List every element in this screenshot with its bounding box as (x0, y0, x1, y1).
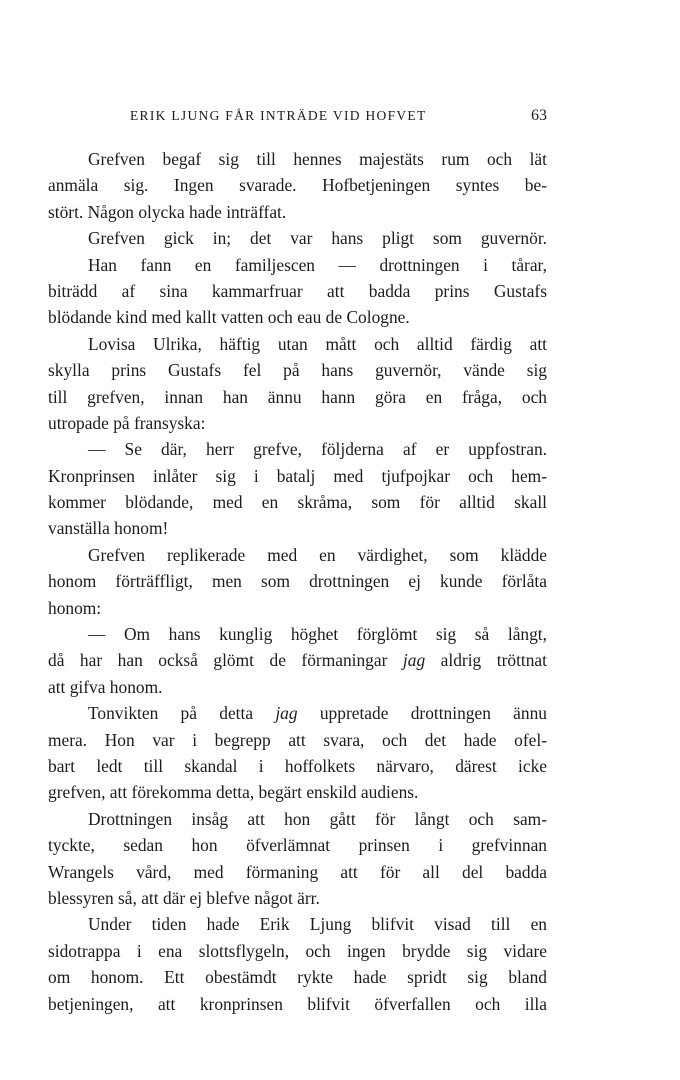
text-segment: Han fann en familjescen — drottningen i tårar, (88, 254, 547, 275)
text-segment: Grefven begaf sig till hennes majestäts rum och lät (88, 149, 547, 169)
text-line (48, 568, 547, 594)
text-segment: anmäla sig. Ingen svarade. Hofbetjeningen syntes be- (48, 175, 547, 196)
text-line (48, 991, 547, 1017)
text-line (48, 885, 547, 911)
text-segment: bart ledt till skandal i hoffolkets närvaro, därest icke (48, 755, 547, 776)
text-segment: att gifva honom. (48, 676, 163, 697)
text-segment: skylla prins Gustafs fel på hans guvernör, vände sig (48, 360, 547, 381)
text-line (48, 199, 547, 225)
text-segment: utropade på fransyska: (48, 412, 206, 433)
text-line (48, 964, 547, 990)
text-segment: Lovisa Ulrika, häftig utan mått och alltid färdig att (88, 333, 547, 354)
text-line (48, 463, 547, 489)
text-segment: Wrangels vård, med förmaning att för all del badda (48, 861, 547, 882)
text-segment: vanställa honom! (48, 518, 169, 539)
text-line (48, 384, 547, 410)
text-segment: Under tiden hade Erik Ljung blifvit visad till en (88, 914, 547, 935)
page-number: 63 (531, 107, 547, 124)
text-segment: blessyren så, att där ej blefve något ärr. (48, 887, 320, 908)
text-line (48, 938, 547, 964)
text-line (48, 252, 547, 278)
text-segment: Drottningen insåg att hon gått för långt och sam- (88, 808, 547, 829)
text-segment: grefven, att förekomma detta, begärt enskild audiens. (48, 782, 419, 803)
text-segment: — Se där, herr grefve, följderna af er uppfostran. (88, 439, 547, 460)
text-segment: Grefven gick in; det var hans pligt som guvernör. (88, 228, 547, 249)
text-segment: till grefven, innan han ännu hann göra en fråga, och (48, 386, 547, 407)
text-line (48, 146, 547, 172)
text-line (48, 700, 547, 726)
text-line (48, 647, 547, 673)
text-segment: mera. Hon var i begrepp att svara, och det hade ofel- (48, 729, 547, 750)
running-title: ERIK LJUNG FÅR INTRÄDE VID HOFVET (130, 108, 427, 123)
text-segment: biträdd af sina kammarfruar att badda prins Gustafs (48, 280, 547, 301)
text-line (48, 542, 547, 568)
text-line (48, 225, 547, 251)
text-segment: om honom. Ett obestämdt rykte hade spridt sig bland (48, 967, 547, 988)
text-line (48, 304, 547, 330)
text-segment: uppretade drottningen ännu (297, 703, 547, 724)
text-segment: blödande kind med kallt vatten och eau de Cologne. (48, 307, 410, 328)
text-line (48, 595, 547, 621)
text-line (48, 278, 547, 304)
text-line (48, 911, 547, 937)
text-segment: stört. Någon olycka hade inträffat. (48, 201, 287, 222)
body-text (48, 146, 547, 1017)
text-line (48, 331, 547, 357)
text-segment: — Om hans kunglig höghet förglömt sig så långt, (88, 624, 547, 645)
text-line (48, 832, 547, 858)
italic-word: jag (275, 703, 298, 724)
text-line (48, 674, 547, 700)
text-line (48, 753, 547, 779)
text-line (48, 727, 547, 753)
text-segment: honom: (48, 597, 102, 618)
text-segment: betjeningen, att kronprinsen blifvit öfverfallen och illa (48, 993, 547, 1014)
text-line (48, 779, 547, 805)
text-line (48, 859, 547, 885)
text-segment: tyckte, sedan hon öfverlämnat prinsen i grefvinnan (48, 835, 547, 856)
text-segment: då har han också glömt de förmaningar (48, 650, 403, 671)
text-segment: aldrig tröttnat (425, 650, 547, 671)
text-line (48, 806, 547, 832)
text-line (48, 410, 547, 436)
text-line (48, 621, 547, 647)
text-segment: Grefven replikerade med en värdighet, som klädde (88, 544, 547, 565)
text-line (48, 515, 547, 541)
text-line (48, 357, 547, 383)
text-segment: honom förträffligt, men som drottningen ej kunde förlåta (48, 571, 547, 592)
text-line (48, 436, 547, 462)
text-segment: kommer blödande, med en skråma, som för alltid skall (48, 492, 547, 513)
text-segment: sidotrappa i ena slottsflygeln, och ingen brydde sig vidare (48, 940, 547, 961)
text-line (48, 489, 547, 515)
running-head (48, 108, 547, 128)
italic-word: jag (402, 650, 426, 671)
text-segment: Tonvikten på detta (88, 703, 276, 724)
text-segment: Kronprinsen inlåter sig i batalj med tjufpojkar och hem- (48, 465, 547, 486)
text-line (48, 172, 547, 198)
